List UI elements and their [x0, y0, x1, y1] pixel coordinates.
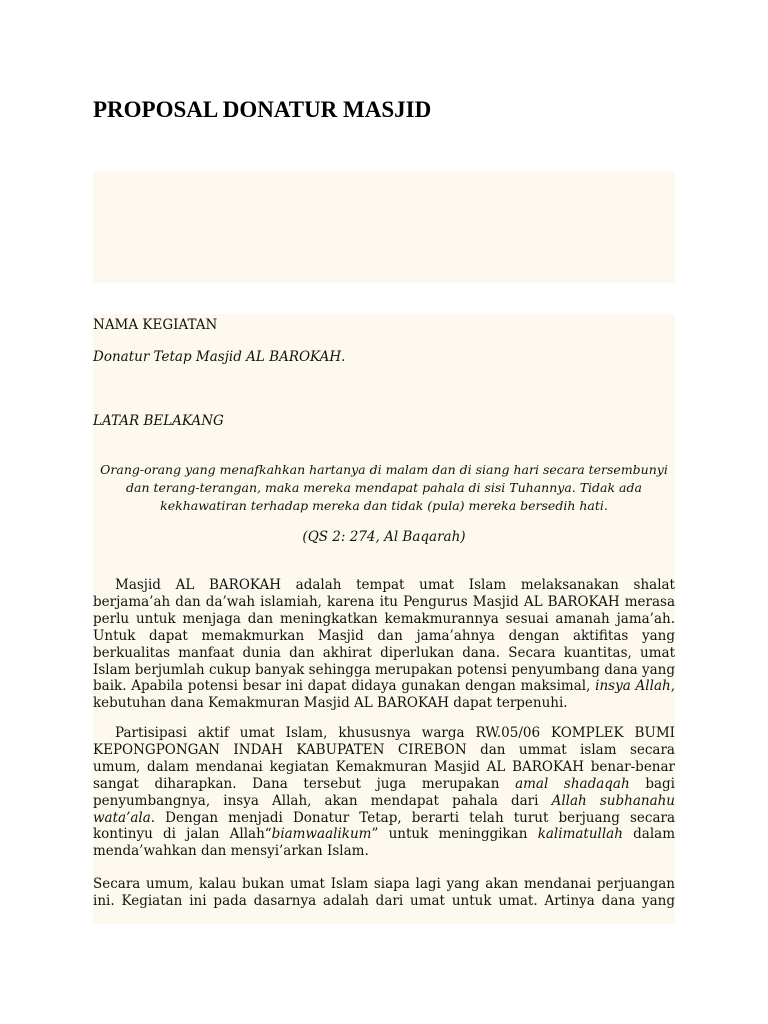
quote-line: kekhawatiran terhadap mereka dan tidak (pula) mereka bersedih hati. [160, 498, 608, 513]
quote-line: dan terang-terangan, maka mereka mendapat pahala di sisi Tuhannya. Tidak ada [126, 480, 642, 495]
paragraph-partisipasi: Partisipasi aktif umat Islam, khususnya warga RW.05/06 KOMPLEK BUMI KEPONGPONGAN INDAH KABUPATEN CIREBON dan ummat islam secara umum, dalam mendanai kegiatan Kemakmuran Masjid AL BAROKAH benar-benar sangat diharapkan. Dana tersebut juga merupakan amal shadaqah bagi penyumbangnya, insya Allah, akan mendapat pahala dari Allah subhanahu wata’ala. Dengan menjadi Donatur Tetap, berarti telah turut berjuang secara kontinyu di jalan Allah“biamwaalikum” untuk meninggikan kalimatullah dalam menda’wahkan dan mensyi’arkan Islam. [93, 725, 675, 860]
paragraph-secara-umum: Secara umum, kalau bukan umat Islam siapa lagi yang akan mendanai perjuangan ini. Kegiatan ini pada dasarnya adalah dari umat untuk umat. Artinya dana yang [93, 876, 675, 909]
document-title: PROPOSAL DONATUR MASJID [93, 97, 432, 122]
latar-belakang-heading: LATAR BELAKANG [93, 413, 224, 429]
blank-placeholder-box [93, 171, 675, 283]
quote-citation: (QS 2: 274, Al Baqarah) [302, 529, 466, 545]
quote-line: Orang-orang yang menafkahkan hartanya di malam dan di siang hari secara tersembunyi [100, 462, 668, 477]
nama-kegiatan-heading: NAMA KEGIATAN [93, 317, 218, 333]
document-body [93, 314, 675, 924]
paragraph-masjid: Masjid AL BAROKAH adalah tempat umat Islam melaksanakan shalat berjama’ah dan da’wah islamiah, karena itu Pengurus Masjid AL BAROKAH merasa perlu untuk menjaga dan meningkatkan kemakmurannya sesuai amanah jama’ah. Untuk dapat memakmurkan Masjid dan jama’ahnya dengan aktifitas yang berkualitas manfaat dunia dan akhirat diperlukan dana. Secara kuantitas, umat Islam berjumlah cukup banyak sehingga merupakan potensi penyumbang dana yang baik. Apabila potensi besar ini dapat didaya gunakan dengan maksimal, insya Allah, kebutuhan dana Kemakmuran Masjid AL BAROKAH dapat terpenuhi. [93, 577, 675, 712]
nama-kegiatan-value: Donatur Tetap Masjid AL BAROKAH. [93, 349, 346, 365]
